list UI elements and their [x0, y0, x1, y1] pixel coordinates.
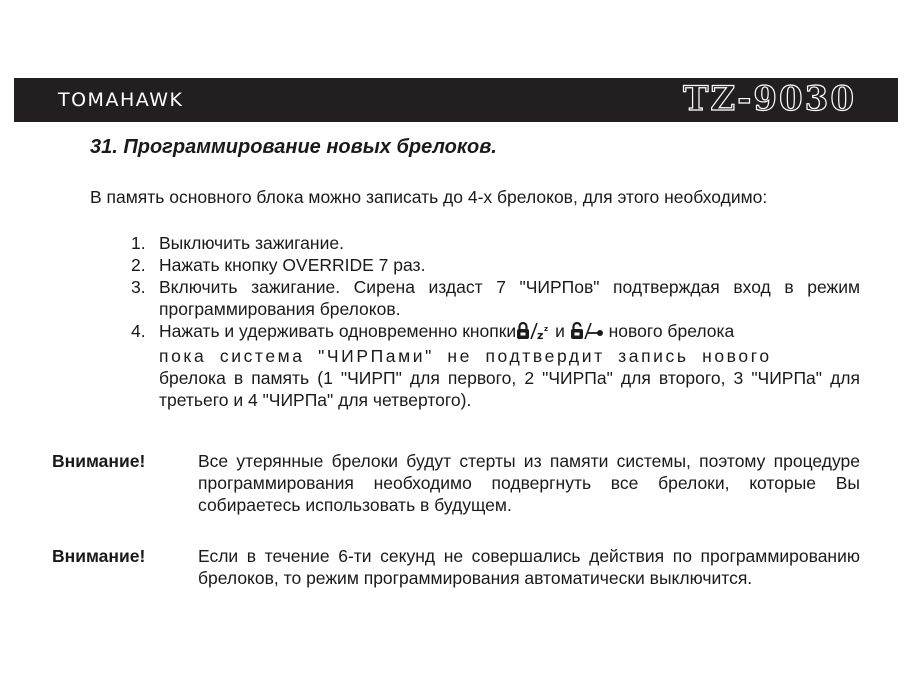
warning-label: Внимание! — [52, 451, 146, 471]
warning-text: Если в течение 6-ти секунд не совершались действия по программированию брелоков, то режим программирования автоматически выключится. — [198, 546, 860, 588]
list-item — [131, 320, 860, 411]
header-bar — [14, 78, 898, 122]
step-text: Выключить зажигание. — [159, 233, 344, 253]
step-text-spaced: пока система "ЧИРПами" не подтвердит запись нового — [159, 346, 772, 366]
step-number: 4. — [131, 321, 146, 341]
warning-note — [52, 450, 860, 516]
step-text: Включить зажигание. Сирена издаст 7 "ЧИРПов" подтверждая вход в режим программирования брелоков. — [159, 277, 860, 319]
warning-note — [52, 545, 860, 589]
unlock-key-icon — [570, 322, 604, 345]
step-number: 3. — [131, 277, 146, 297]
svg-text:z: z — [544, 325, 549, 333]
model-name: TZ-9030 — [683, 79, 856, 119]
step-text-rest: брелока в память (1 "ЧИРП" для первого, 2 "ЧИРПа" для второго, 3 "ЧИРПа" для третьего и 4 "ЧИРПа" для четвертого). — [159, 368, 860, 410]
step-text: Нажать кнопку OVERRIDE 7 раз. — [159, 255, 426, 275]
brand-name: TOMAHAWK — [58, 89, 184, 111]
lock-zz-icon — [516, 322, 550, 345]
list-item — [131, 232, 860, 254]
step-text-after: нового брелока — [608, 321, 735, 341]
step-text-between: и — [555, 321, 565, 341]
step-text-before: Нажать и удерживать одновременно кнопки — [159, 321, 517, 341]
step-text — [159, 320, 860, 411]
step-number: 2. — [131, 255, 146, 275]
warning-label: Внимание! — [52, 546, 146, 566]
step-number: 1. — [131, 233, 146, 253]
intro-paragraph: В память основного блока можно записать до 4-х брелоков, для этого необходимо: — [90, 187, 768, 207]
warning-text: Все утерянные брелоки будут стерты из памяти системы, поэтому процедуре программирования необходимо подвергнуть все брелоки, которые Вы собираетесь использовать в будущем. — [198, 451, 860, 515]
steps-list — [131, 232, 860, 411]
list-item — [131, 254, 860, 276]
section-title: 31. Программирование новых брелоков. — [90, 136, 497, 158]
list-item — [131, 276, 860, 320]
svg-text:z: z — [537, 329, 544, 340]
